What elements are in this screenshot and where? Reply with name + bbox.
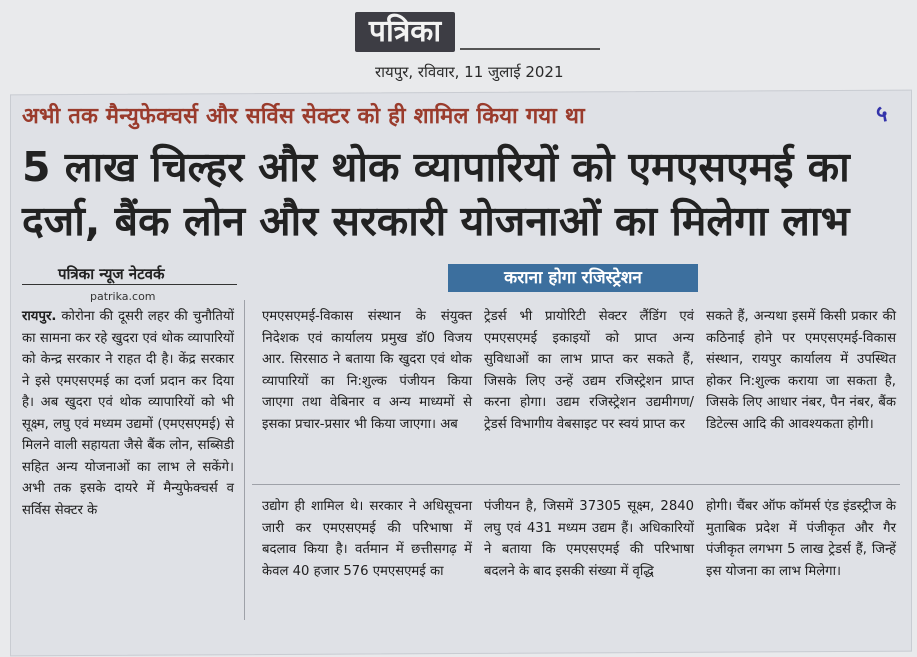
column-2-upper: एमएसएमई-विकास संस्थान के संयुक्त निदेशक एवं कार्यालय प्रमुख डॉ0 विजय आर. सिरसाठ ने बताया कि खुदरा एवं थोक व्यापारियों का नि:शुल्क पंजीयन किया जाएगा तथा वेबिनार व अन्य माध्यमों से इसका प्रचार-प्रसार भी किया जाएगा। अब bbox=[262, 309, 472, 432]
column-1-dateline: रायपुर. bbox=[22, 309, 57, 324]
column-3-lower: पंजीयन है, जिसमें 37305 सूक्ष्म, 2840 लघु एवं 431 मध्यम उद्यम हैं। अधिकारियों ने बताया कि एमएसएमई की परिभाषा बदलने के बाद इसकी संख्या में वृद्धि bbox=[484, 499, 694, 579]
main-headline bbox=[22, 140, 902, 248]
column-divider bbox=[244, 300, 245, 620]
headline-line-1: 5 लाख चिल्हर और थोक व्यापारियों को एमएसएमई का bbox=[22, 143, 850, 191]
byline: पत्रिका न्यूज नेटवर्क bbox=[58, 265, 165, 283]
byline-rule bbox=[22, 284, 237, 285]
column-4-upper: सकते हैं, अन्यथा इसमें किसी प्रकार की कठिनाई होने पर एमएसएमई-विकास संस्थान, रायपुर कार्यालय में उपस्थित होकर नि:शुल्क कराया जा सकता है, जिसके लिए आधार नंबर, पैन नंबर, बैंक डिटेल्स आदि की आवश्यकता होगी। bbox=[706, 309, 896, 432]
headline-line-2: दर्जा, बैंक लोन और सरकारी योजनाओं का मिलेगा लाभ bbox=[22, 197, 850, 245]
masthead bbox=[345, 10, 605, 90]
section-divider bbox=[252, 484, 900, 485]
column-4-lower: होगी। चैंबर ऑफ कॉमर्स एंड इंडस्ट्रीज के मुताबिक प्रदेश में पंजीकृत और गैर पंजीकृत लगभग 5 लाख ट्रेडर्स हैं, जिन्हें इस योजना का लाभ मिलेगा। bbox=[706, 499, 896, 579]
dateline: रायपुर, रविवार, 11 जुलाई 2021 bbox=[375, 63, 564, 81]
website: patrika.com bbox=[90, 290, 156, 303]
column-2-lower: उद्योग ही शामिल थे। सरकार ने अधिसूचना जारी कर एमएसएमई की परिभाषा में बदलाव किया है। वर्तमान में छत्तीसगढ़ में केवल 40 हजार 576 एमएसएमई का bbox=[262, 499, 472, 579]
box-heading: कराना होगा रजिस्ट्रेशन bbox=[448, 264, 698, 292]
masthead-rule bbox=[460, 48, 600, 50]
newspaper-logo: पत्रिका bbox=[355, 12, 455, 52]
column-1 bbox=[22, 306, 234, 521]
column-1-text: कोरोना की दूसरी लहर की चुनौतियों का सामना कर रहे खुदरा एवं थोक व्यापारियों को केन्द्र सरकार ने राहत दी है। केंद्र सरकार ने इसे एमएसएमई का दर्जा प्रदान कर दिया है। अब खुदरा एवं थोक व्यापारियों को भी सूक्ष्म, लघु एवं मध्यम उद्यमों (एमएसएमई) से मिलने वाली सहायता जैसे बैंक लोन, सब्सिडी सहित अन्य योजनाओं का लाभ ले सकेंगे। अभी तक इसके दायरे में मैन्युफेक्चर्स व सर्विस सेक्टर के bbox=[22, 309, 234, 518]
column-3-upper: ट्रेडर्स भी प्रायोरिटी सेक्टर लैंडिंग एवं एमएसएमई इकाइयों को प्राप्त अन्य सुविधाओं का लाभ प्राप्त कर सकते हैं, जिसके लिए उन्हें उद्यम रजिस्ट्रेशन प्राप्त करना होगा। उद्यम रजिस्ट्रेशन उद्यमीगण/ट्रेडर्स विभागीय वेबसाइट पर स्वयं प्राप्त कर bbox=[484, 309, 694, 432]
handwritten-mark: ५ bbox=[876, 102, 888, 127]
kicker-headline: अभी तक मैन्युफेक्चर्स और सर्विस सेक्टर को ही शामिल किया गया था bbox=[22, 104, 585, 129]
